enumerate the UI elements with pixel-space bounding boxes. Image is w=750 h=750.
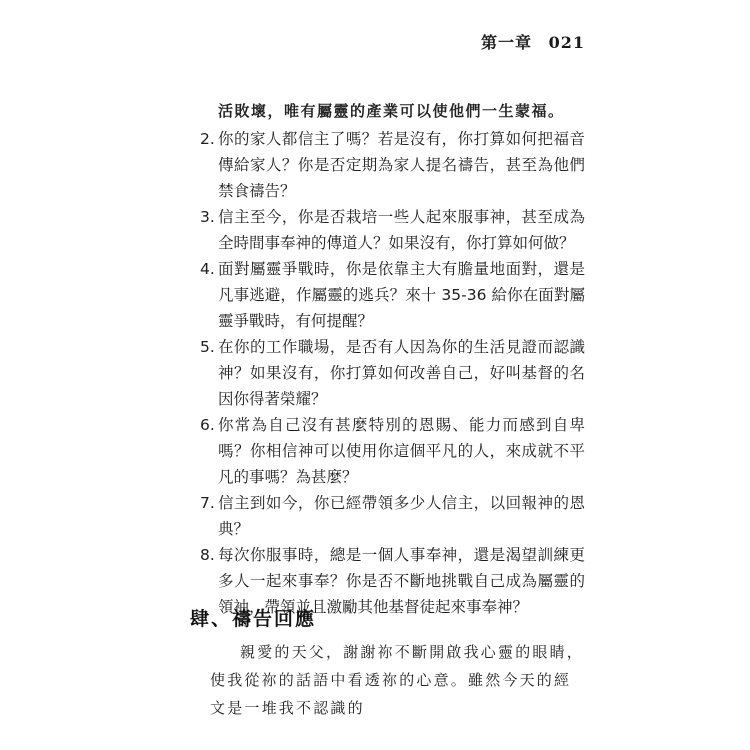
question-item xyxy=(200,412,585,490)
question-text: 面對屬靈爭戰時，你是依靠主大有膽量地面對，還是凡事逃避，作屬靈的逃兵？來十 35-36 給你在面對屬靈爭戰時，有何提醒？ xyxy=(218,260,585,330)
question-list xyxy=(200,126,585,620)
question-number: 5. xyxy=(200,338,215,356)
question-item xyxy=(200,334,585,412)
question-text: 你的家人都信主了嗎？若是沒有，你打算如何把福音傳給家人？你是否定期為家人提名禱告，甚至為他們禁食禱告？ xyxy=(218,130,585,200)
question-item xyxy=(200,126,585,204)
page-header xyxy=(481,30,585,53)
continuation-line: 活敗壞，唯有屬靈的產業可以使他們一生蒙福。 xyxy=(218,102,565,120)
question-number: 4. xyxy=(200,260,215,278)
question-text: 每次你服事時，總是一個人事奉神，還是渴望訓練更多人一起來事奉？你是否不斷地挑戰自己成為屬靈的領袖，帶領並且激勵其他基督徒起來事奉神？ xyxy=(218,546,585,616)
question-text: 信主至今，你是否栽培一些人起來服事神，甚至成為全時間事奉神的傳道人？如果沒有，你打算如何做？ xyxy=(218,208,585,252)
prayer-paragraph: 親愛的天父，謝謝祢不斷開啟我心靈的眼睛，使我從祢的話語中看透祢的心意。雖然今天的經文是一堆我不認識的 xyxy=(210,643,585,717)
question-number: 2. xyxy=(200,130,215,148)
question-item xyxy=(200,490,585,542)
question-number: 3. xyxy=(200,208,215,226)
page-number: 021 xyxy=(548,33,585,52)
question-text: 你常為自己沒有甚麼特別的恩賜、能力而感到自卑嗎？你相信神可以使用你這個平凡的人，來成就不平凡的事嗎？為甚麼？ xyxy=(218,416,585,486)
section-title: 肆、禱告回應 xyxy=(190,608,317,630)
question-number: 6. xyxy=(200,416,215,434)
question-number: 7. xyxy=(200,494,215,512)
chapter-label: 第一章 xyxy=(481,33,533,52)
question-text: 在你的工作職場，是否有人因為你的生活見證而認識神？如果沒有，你打算如何改善自己，好叫基督的名因你得著榮耀？ xyxy=(218,338,585,408)
question-text: 信主到如今，你已經帶領多少人信主，以回報神的恩典？ xyxy=(218,494,585,538)
question-item xyxy=(200,256,585,334)
question-number: 8. xyxy=(200,546,215,564)
question-item xyxy=(200,204,585,256)
